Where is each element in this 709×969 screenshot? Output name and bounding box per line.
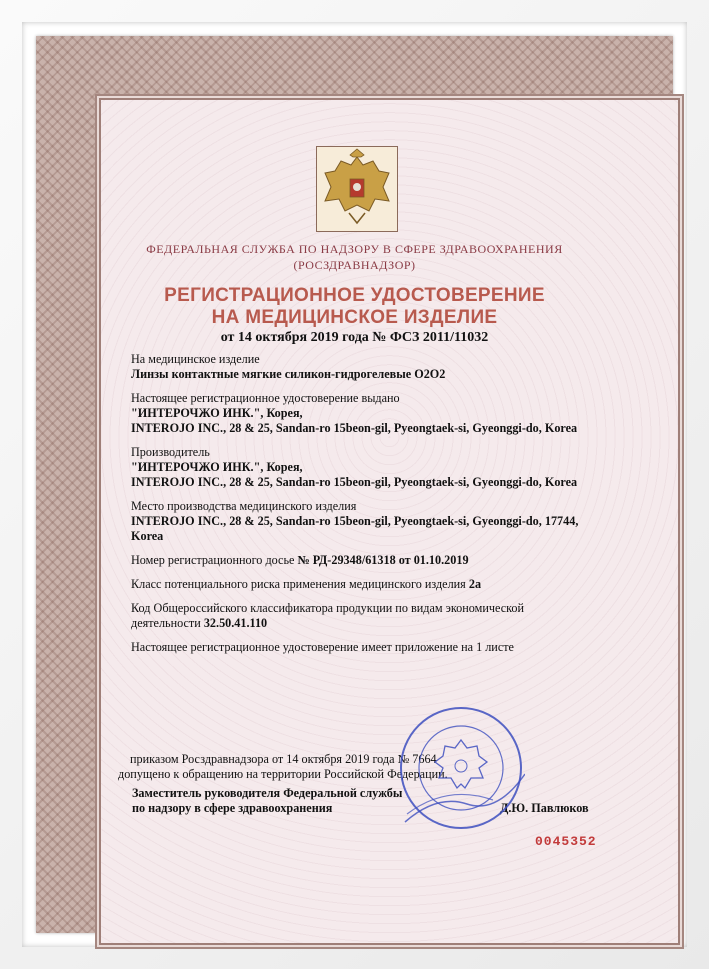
signatory-name: Д.Ю. Павлюков	[500, 801, 589, 815]
title-line-2: НА МЕДИЦИНСКОЕ ИЗДЕЛИЕ	[211, 307, 498, 328]
certificate-date-number: от 14 октября 2019 года № ФСЗ 2011/11032	[220, 330, 489, 345]
position-line-1: Заместитель руководителя Федеральной службы	[132, 786, 403, 800]
production-site-line-1: INTEROJO INC., 28 & 25, Sandan-ro 15beon-gil, Pyeongtaek-si, Gyeonggi-do, 17744,	[131, 514, 579, 528]
certificate-body	[131, 352, 601, 664]
risk-class-block	[131, 577, 601, 592]
device-block	[131, 352, 601, 382]
issued-to-line-2: INTEROJO INC., 28 & 25, Sandan-ro 15beon-gil, Pyeongtaek-si, Gyeonggi-do, Korea	[131, 421, 578, 435]
risk-class-value: 2а	[468, 577, 482, 591]
issued-to-label: Настоящее регистрационное удостоверение выдано	[131, 391, 400, 405]
agency-name	[80, 241, 629, 273]
order-line-1: приказом Росздравнадзора от 14 октября 2019 года № 7664	[130, 752, 437, 766]
issued-to-line-1: "ИНТЕРОЧЖО ИНК.", Корея,	[131, 406, 303, 420]
certificate-title	[80, 285, 629, 329]
device-value: Линзы контактные мягкие силикон-гидрогелевые О2О2	[131, 367, 446, 381]
okp-code-label: Код Общероссийского классификатора продукции по видам экономической	[131, 601, 525, 615]
production-site-block	[131, 499, 601, 544]
serial-number: 0045352	[535, 834, 597, 849]
agency-line-1: ФЕДЕРАЛЬНАЯ СЛУЖБА ПО НАДЗОРУ В СФЕРЕ ЗДРАВООХРАНЕНИЯ	[146, 242, 563, 256]
risk-class-label: Класс потенциального риска применения медицинского изделия	[131, 577, 469, 591]
manufacturer-line-2: INTEROJO INC., 28 & 25, Sandan-ro 15beon-gil, Pyeongtaek-si, Gyeonggi-do, Korea	[131, 475, 578, 489]
issued-to-block	[131, 391, 601, 436]
appendix-note: Настоящее регистрационное удостоверение имеет приложение на 1 листе	[131, 640, 514, 654]
agency-line-2: (РОСЗДРАВНАДЗОР)	[293, 258, 416, 272]
okp-code-label-2: деятельности	[131, 616, 204, 630]
dossier-label: Номер регистрационного досье	[131, 553, 298, 567]
device-label: На медицинское изделие	[131, 352, 260, 366]
okp-code-value: 32.50.41.110	[203, 616, 268, 630]
position-line-2: по надзору в сфере здравоохранения	[132, 801, 333, 815]
dossier-value: № РД-29348/61318 от 01.10.2019	[297, 553, 469, 567]
dossier-block	[131, 553, 601, 568]
official-seal-icon	[397, 704, 525, 832]
order-statement	[118, 752, 608, 782]
manufacturer-block	[131, 445, 601, 490]
coat-of-arms-icon	[316, 146, 398, 232]
okp-code-block	[131, 601, 601, 631]
title-line-1: РЕГИСТРАЦИОННОЕ УДОСТОВЕРЕНИЕ	[164, 285, 545, 306]
production-site-line-2: Korea	[131, 529, 164, 543]
manufacturer-line-1: "ИНТЕРОЧЖО ИНК.", Корея,	[131, 460, 303, 474]
order-line-2: допущено к обращению на территории Российской Федерации.	[118, 767, 448, 781]
manufacturer-label: Производитель	[131, 445, 210, 459]
production-site-label: Место производства медицинского изделия	[131, 499, 357, 513]
